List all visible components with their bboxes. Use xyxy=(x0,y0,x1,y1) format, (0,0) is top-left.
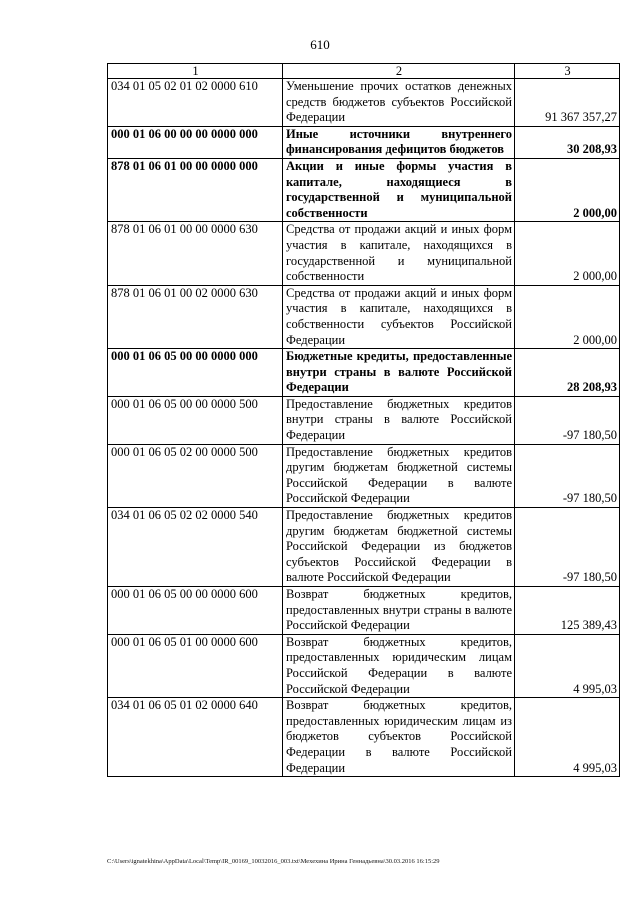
code-cell: 034 01 06 05 02 02 0000 540 xyxy=(108,508,283,587)
name-cell: Возврат бюджетных кредитов, предоставленных юридическим лицам Российской Федерации в валюте Российской Федерации xyxy=(283,634,515,697)
table-row xyxy=(108,444,620,507)
table-row xyxy=(108,508,620,587)
code-cell: 000 01 06 05 00 00 0000 500 xyxy=(108,396,283,444)
table-row xyxy=(108,126,620,158)
amount-cell: -97 180,50 xyxy=(515,508,620,587)
code-cell: 000 01 06 05 00 00 0000 600 xyxy=(108,587,283,635)
name-cell: Бюджетные кредиты, предоставленные внутри страны в валюте Российской Федерации xyxy=(283,349,515,397)
name-cell: Предоставление бюджетных кредитов другим бюджетам бюджетной системы Российской Федерации в валюте Российской Федерации xyxy=(283,444,515,507)
name-cell: Средства от продажи акций и иных форм участия в капитале, находящихся в государственной и муниципальной собственности xyxy=(283,222,515,285)
column-header-amount: 3 xyxy=(515,64,620,79)
column-header-code: 1 xyxy=(108,64,283,79)
table-body xyxy=(108,64,620,777)
column-header-name: 2 xyxy=(283,64,515,79)
code-cell: 000 01 06 05 00 00 0000 000 xyxy=(108,349,283,397)
name-cell: Возврат бюджетных кредитов, предоставленных юридическим лицам из бюджетов субъектов Российской Федерации в валюте Российской Федерации xyxy=(283,698,515,777)
name-cell: Уменьшение прочих остатков денежных средств бюджетов субъектов Российской Федерации xyxy=(283,79,515,127)
table-row xyxy=(108,698,620,777)
code-cell: 878 01 06 01 00 00 0000 630 xyxy=(108,222,283,285)
table-row xyxy=(108,396,620,444)
table-header-row xyxy=(108,64,620,79)
amount-cell: 91 367 357,27 xyxy=(515,79,620,127)
amount-cell: 30 208,93 xyxy=(515,126,620,158)
table-row xyxy=(108,79,620,127)
file-path-footer: C:\Users\ignatekhina\AppData\Local\Temp\IR_00169_10032016_003.txt\Мехехина Ирина Геннадьевна\30.03.2016 16:15:29 xyxy=(107,858,440,865)
name-cell: Акции и иные формы участия в капитале, находящиеся в государственной и муниципальной собственности xyxy=(283,158,515,221)
table-row xyxy=(108,349,620,397)
amount-cell: 28 208,93 xyxy=(515,349,620,397)
code-cell: 878 01 06 01 00 00 0000 000 xyxy=(108,158,283,221)
amount-cell: -97 180,50 xyxy=(515,444,620,507)
amount-cell: -97 180,50 xyxy=(515,396,620,444)
name-cell: Возврат бюджетных кредитов, предоставленных внутри страны в валюте Российской Федерации xyxy=(283,587,515,635)
code-cell: 878 01 06 01 00 02 0000 630 xyxy=(108,285,283,348)
amount-cell: 125 389,43 xyxy=(515,587,620,635)
table-row xyxy=(108,285,620,348)
code-cell: 000 01 06 00 00 00 0000 000 xyxy=(108,126,283,158)
code-cell: 034 01 05 02 01 02 0000 610 xyxy=(108,79,283,127)
name-cell: Предоставление бюджетных кредитов другим бюджетам бюджетной системы Российской Федерации из бюджетов субъектов Российской Федерации в валюте Российской Федерации xyxy=(283,508,515,587)
table-row xyxy=(108,158,620,221)
table-row xyxy=(108,222,620,285)
amount-cell: 4 995,03 xyxy=(515,698,620,777)
amount-cell: 2 000,00 xyxy=(515,158,620,221)
name-cell: Предоставление бюджетных кредитов внутри страны в валюте Российской Федерации xyxy=(283,396,515,444)
table-row xyxy=(108,634,620,697)
table-row xyxy=(108,587,620,635)
budget-sources-table xyxy=(107,63,620,777)
code-cell: 034 01 06 05 01 02 0000 640 xyxy=(108,698,283,777)
code-cell: 000 01 06 05 01 00 0000 600 xyxy=(108,634,283,697)
amount-cell: 4 995,03 xyxy=(515,634,620,697)
amount-cell: 2 000,00 xyxy=(515,285,620,348)
code-cell: 000 01 06 05 02 00 0000 500 xyxy=(108,444,283,507)
amount-cell: 2 000,00 xyxy=(515,222,620,285)
name-cell: Средства от продажи акций и иных форм участия в капитале, находящихся в собственности субъектов Российской Федерации xyxy=(283,285,515,348)
name-cell: Иные источники внутреннего финансирования дефицитов бюджетов xyxy=(283,126,515,158)
page-number: 610 xyxy=(310,37,330,52)
